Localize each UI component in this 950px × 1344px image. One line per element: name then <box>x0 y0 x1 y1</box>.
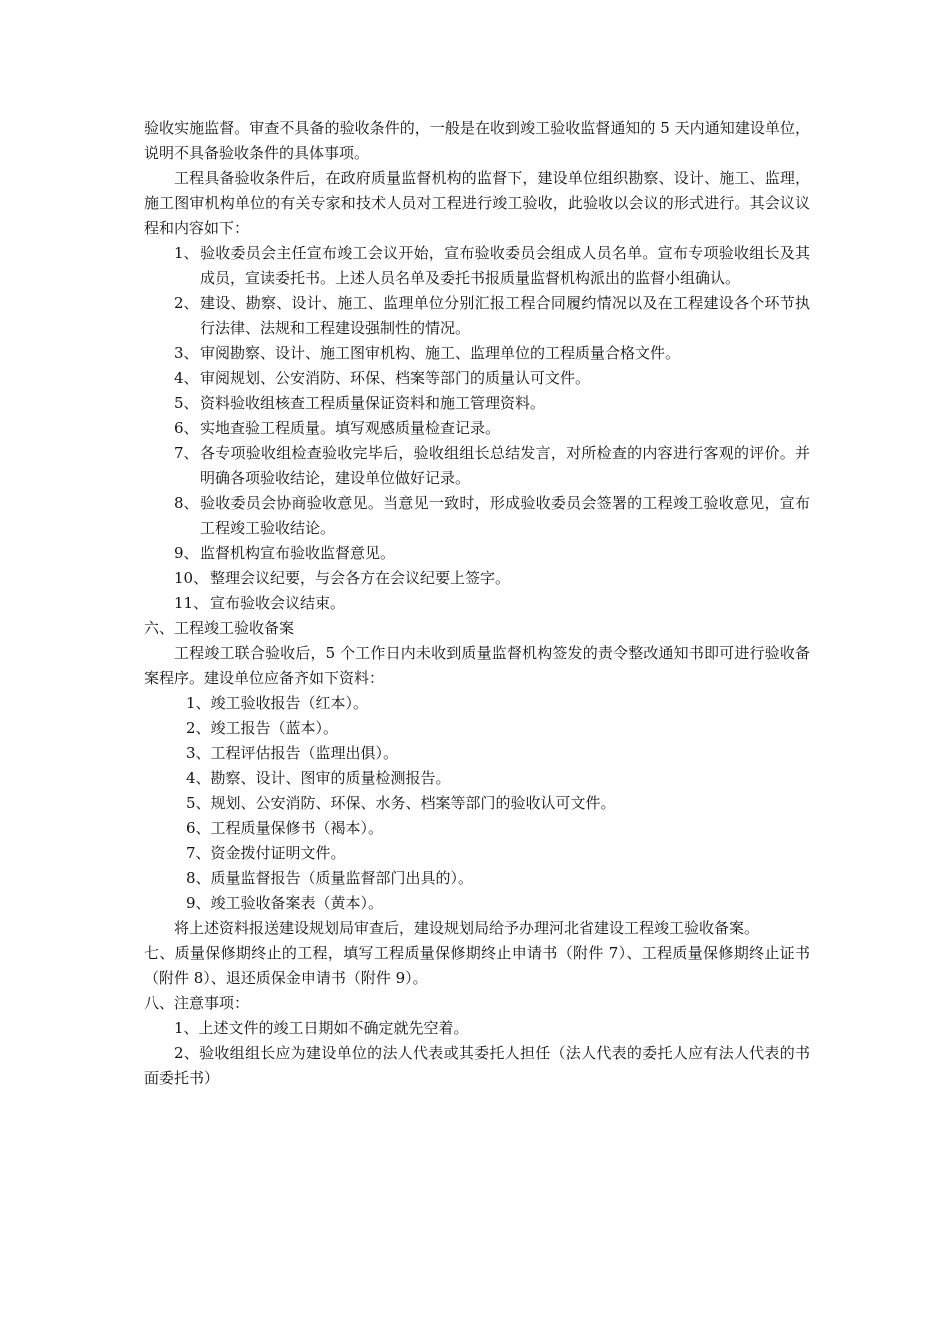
paragraph: 工程具备验收条件后，在政府质量监督机构的监督下，建设单位组织勘察、设计、施工、监理，施工图审机构单位的有关专家和技术人员对工程进行竣工验收，此验收以会议的形式进行。其会议议程和内容如下： <box>144 169 810 237</box>
item-number: 9、 <box>174 544 199 562</box>
list-item: 1、竣工验收报告（红本）。 <box>186 694 369 712</box>
item-text: 各专项验收组检查验收完毕后，验收组组长总结发言，对所检查的内容进行客观的评价。并明确各项验收结论，建设单位做好记录。 <box>200 444 810 487</box>
list-item: 6、工程质量保修书（褐本）。 <box>186 819 384 837</box>
document-body <box>144 116 810 1091</box>
item-number: 11、 <box>174 594 209 612</box>
item-text: 整理会议纪要，与会各方在会议纪要上签字。 <box>210 569 511 587</box>
document-list <box>144 691 810 916</box>
agenda-item <box>144 291 810 341</box>
item-number: 10、 <box>174 569 209 587</box>
agenda-item <box>144 491 810 541</box>
item-text: 监督机构宣布验收监督意见。 <box>200 544 396 562</box>
note-item: 2、验收组组长应为建设单位的法人代表或其委托人担任（法人代表的委托人应有法人代表的书面委托书） <box>144 1044 810 1087</box>
item-number: 5、 <box>174 394 199 412</box>
list-item: 9、竣工验收备案表（黄本）。 <box>186 894 384 912</box>
paragraph: 工程竣工联合验收后，5 个工作日内未收到质量监督机构签发的责令整改通知书即可进行验收备案程序。建设单位应备齐如下资料： <box>144 644 810 687</box>
item-number: 6、 <box>174 419 199 437</box>
list-item: 2、竣工报告（蓝本）。 <box>186 719 339 737</box>
agenda-item <box>144 241 810 291</box>
agenda-item <box>144 341 810 366</box>
agenda-item <box>144 566 810 591</box>
list-item: 7、资金拨付证明文件。 <box>186 844 346 862</box>
section-heading: 八、注意事项： <box>144 994 250 1012</box>
agenda-item <box>144 416 810 441</box>
item-number: 4、 <box>174 369 199 387</box>
paragraph: 验收实施监督。审查不具备的验收条件的，一般是在收到竣工验收监督通知的 5 天内通知建设单位，说明不具备验收条件的具体事项。 <box>144 119 810 162</box>
item-text: 审阅规划、公安消防、环保、档案等部门的质量认可文件。 <box>200 369 591 387</box>
item-number: 3、 <box>174 344 199 362</box>
list-item: 4、勘察、设计、图审的质量检测报告。 <box>186 769 451 787</box>
item-text: 验收委员会协商验收意见。当意见一致时，形成验收委员会签署的工程竣工验收意见，宣布工程竣工验收结论。 <box>200 494 810 537</box>
note-item: 1、上述文件的竣工日期如不确定就先空着。 <box>174 1019 469 1037</box>
list-item: 8、质量监督报告（质量监督部门出具的）。 <box>186 869 474 887</box>
item-text: 建设、勘察、设计、施工、监理单位分别汇报工程合同履约情况以及在工程建设各个环节执行法律、法规和工程建设强制性的情况。 <box>200 294 810 337</box>
item-number: 2、 <box>174 294 199 312</box>
list-item: 5、规划、公安消防、环保、水务、档案等部门的验收认可文件。 <box>186 794 616 812</box>
section-heading: 六、工程竣工验收备案 <box>144 619 295 637</box>
item-text: 实地查验工程质量。填写观感质量检查记录。 <box>200 419 501 437</box>
section-paragraph: 七、质量保修期终止的工程，填写工程质量保修期终止申请书（附件 7）、工程质量保修期终止证书（附件 8）、退还质保金申请书（附件 9）。 <box>144 944 810 987</box>
agenda-item <box>144 441 810 491</box>
item-text: 审阅勘察、设计、施工图审机构、施工、监理单位的工程质量合格文件。 <box>200 344 681 362</box>
item-text: 验收委员会主任宣布竣工会议开始，宣布验收委员会组成人员名单。宣布专项验收组长及其成员，宣读委托书。上述人员名单及委托书报质量监督机构派出的监督小组确认。 <box>200 244 810 287</box>
item-number: 1、 <box>174 244 199 262</box>
item-text: 资料验收组核查工程质量保证资料和施工管理资料。 <box>200 394 546 412</box>
agenda-item <box>144 541 810 566</box>
agenda-item <box>144 366 810 391</box>
item-number: 8、 <box>174 494 199 512</box>
list-item: 3、工程评估报告（监理出俱）。 <box>186 744 399 762</box>
agenda-list <box>144 241 810 616</box>
item-number: 7、 <box>174 444 199 462</box>
paragraph: 将上述资料报送建设规划局审查后，建设规划局给予办理河北省建设工程竣工验收备案。 <box>174 919 760 937</box>
agenda-item <box>144 591 810 616</box>
agenda-item <box>144 391 810 416</box>
item-text: 宣布验收会议结束。 <box>210 594 346 612</box>
